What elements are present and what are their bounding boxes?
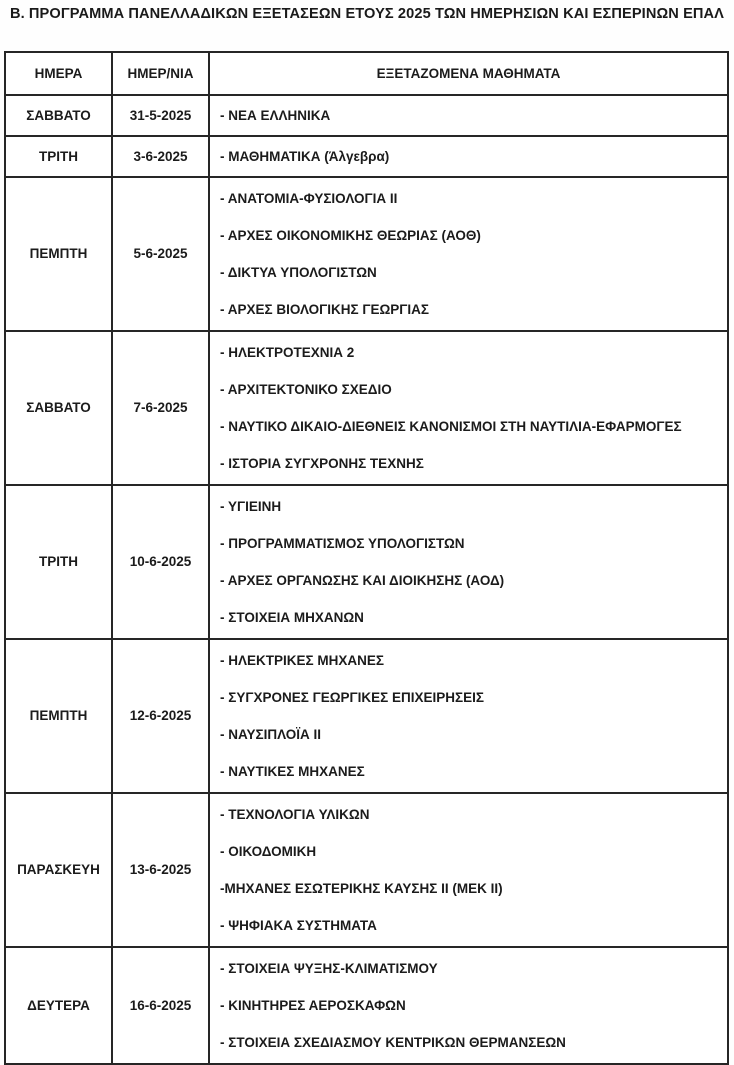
date-cell: 12-6-2025 bbox=[112, 639, 209, 793]
subject-item: - ΨΗΦΙΑΚΑ ΣΥΣΤΗΜΑΤΑ bbox=[220, 917, 377, 933]
exam-schedule-table bbox=[4, 51, 729, 1065]
day-cell: ΣΑΒΒΑΤΟ bbox=[5, 331, 112, 485]
date-cell: 16-6-2025 bbox=[112, 947, 209, 1064]
subject-item: - ΜΑΘΗΜΑΤΙΚΑ (Άλγεβρα) bbox=[220, 148, 390, 164]
subject-item: - ΣΥΓΧΡΟΝΕΣ ΓΕΩΡΓΙΚΕΣ ΕΠΙΧΕΙΡΗΣΕΙΣ bbox=[220, 689, 484, 705]
table-row bbox=[5, 947, 728, 1064]
subject-item: - ΣΤΟΙΧΕΙΑ ΣΧΕΔΙΑΣΜΟΥ ΚΕΝΤΡΙΚΩΝ ΘΕΡΜΑΝΣΕΩΝ bbox=[220, 1034, 566, 1050]
subject-item: - ΝΑΥΤΙΚΟ ΔΙΚΑΙΟ-ΔΙΕΘΝΕΙΣ ΚΑΝΟΝΙΣΜΟΙ ΣΤΗ ΝΑΥΤΙΛΙΑ-ΕΦΑΡΜΟΓΕΣ bbox=[220, 418, 682, 434]
subject-item: - ΥΓΙΕΙΝΗ bbox=[220, 498, 282, 514]
subjects-cell bbox=[209, 485, 728, 639]
subject-item: - ΑΡΧΙΤΕΚΤΟΝΙΚΟ ΣΧΕΔΙΟ bbox=[220, 381, 392, 397]
table-row bbox=[5, 177, 728, 331]
subject-item: - ΚΙΝΗΤΗΡΕΣ ΑΕΡΟΣΚΑΦΩΝ bbox=[220, 997, 406, 1013]
table-row bbox=[5, 639, 728, 793]
subject-item: - ΤΕΧΝΟΛΟΓΙΑ ΥΛΙΚΩΝ bbox=[220, 806, 370, 822]
subject-item: - ΑΡΧΕΣ ΟΙΚΟΝΟΜΙΚΗΣ ΘΕΩΡΙΑΣ (ΑΟΘ) bbox=[220, 227, 481, 243]
day-cell: ΠΕΜΠΤΗ bbox=[5, 177, 112, 331]
table-body bbox=[5, 95, 728, 1064]
day-cell: ΤΡΙΤΗ bbox=[5, 485, 112, 639]
subjects-cell bbox=[209, 793, 728, 947]
subjects-cell bbox=[209, 136, 728, 177]
subject-item: - ΑΡΧΕΣ ΟΡΓΑΝΩΣΗΣ ΚΑΙ ΔΙΟΙΚΗΣΗΣ (ΑΟΔ) bbox=[220, 572, 505, 588]
page-title: Β. ΠΡΟΓΡΑΜΜΑ ΠΑΝΕΛΛΑΔΙΚΩΝ ΕΞΕΤΑΣΕΩΝ ΕΤΟΥΣ 2025 ΤΩΝ ΗΜΕΡΗΣΙΩΝ ΚΑΙ ΕΣΠΕΡΙΝΩΝ ΕΠΑΛ bbox=[9, 6, 725, 22]
date-cell: 3-6-2025 bbox=[112, 136, 209, 177]
table-header-row bbox=[5, 52, 728, 95]
subject-item: -ΜΗΧΑΝΕΣ ΕΣΩΤΕΡΙΚΗΣ ΚΑΥΣΗΣ II (ΜΕΚ II) bbox=[220, 880, 503, 896]
subject-item: - ΣΤΟΙΧΕΙΑ ΜΗΧΑΝΩΝ bbox=[220, 609, 364, 625]
subject-item: - ΗΛΕΚΤΡΙΚΕΣ ΜΗΧΑΝΕΣ bbox=[220, 652, 384, 668]
table-row bbox=[5, 95, 728, 136]
date-cell: 13-6-2025 bbox=[112, 793, 209, 947]
subject-item: - ΑΝΑΤΟΜΙΑ-ΦΥΣΙΟΛΟΓΙΑ II bbox=[220, 190, 398, 206]
subjects-cell bbox=[209, 177, 728, 331]
subject-item: - ΙΣΤΟΡΙΑ ΣΥΓΧΡΟΝΗΣ ΤΕΧΝΗΣ bbox=[220, 455, 424, 471]
date-cell: 5-6-2025 bbox=[112, 177, 209, 331]
table-row bbox=[5, 793, 728, 947]
subject-item: - ΣΤΟΙΧΕΙΑ ΨΥΞΗΣ-ΚΛΙΜΑΤΙΣΜΟΥ bbox=[220, 960, 438, 976]
header-cell-day: ΗΜΕΡΑ bbox=[5, 52, 112, 95]
subjects-cell bbox=[209, 331, 728, 485]
subjects-cell bbox=[209, 947, 728, 1064]
table-row bbox=[5, 136, 728, 177]
subject-item: - ΝΑΥΤΙΚΕΣ ΜΗΧΑΝΕΣ bbox=[220, 763, 365, 779]
date-cell: 31-5-2025 bbox=[112, 95, 209, 136]
subject-item: - ΠΡΟΓΡΑΜΜΑΤΙΣΜΟΣ ΥΠΟΛΟΓΙΣΤΩΝ bbox=[220, 535, 465, 551]
day-cell: ΠΕΜΠΤΗ bbox=[5, 639, 112, 793]
date-cell: 7-6-2025 bbox=[112, 331, 209, 485]
table-row bbox=[5, 485, 728, 639]
subject-item: - ΑΡΧΕΣ ΒΙΟΛΟΓΙΚΗΣ ΓΕΩΡΓΙΑΣ bbox=[220, 301, 430, 317]
subject-item: - ΔΙΚΤΥΑ ΥΠΟΛΟΓΙΣΤΩΝ bbox=[220, 264, 377, 280]
subject-item: - ΟΙΚΟΔΟΜΙΚΗ bbox=[220, 843, 317, 859]
subjects-cell bbox=[209, 639, 728, 793]
subject-item: - ΝΕΑ ΕΛΛΗΝΙΚΑ bbox=[220, 107, 331, 123]
date-cell: 10-6-2025 bbox=[112, 485, 209, 639]
header-cell-subjects: ΕΞΕΤΑΖΟΜΕΝΑ ΜΑΘΗΜΑΤΑ bbox=[209, 52, 728, 95]
day-cell: ΣΑΒΒΑΤΟ bbox=[5, 95, 112, 136]
day-cell: ΔΕΥΤΕΡΑ bbox=[5, 947, 112, 1064]
header-cell-date: ΗΜΕΡ/ΝΙΑ bbox=[112, 52, 209, 95]
day-cell: ΠΑΡΑΣΚΕΥΗ bbox=[5, 793, 112, 947]
subject-item: - ΗΛΕΚΤΡΟΤΕΧΝΙΑ 2 bbox=[220, 344, 355, 360]
subjects-cell bbox=[209, 95, 728, 136]
subject-item: - ΝΑΥΣΙΠΛΟΪΑ II bbox=[220, 726, 322, 742]
table-row bbox=[5, 331, 728, 485]
day-cell: ΤΡΙΤΗ bbox=[5, 136, 112, 177]
